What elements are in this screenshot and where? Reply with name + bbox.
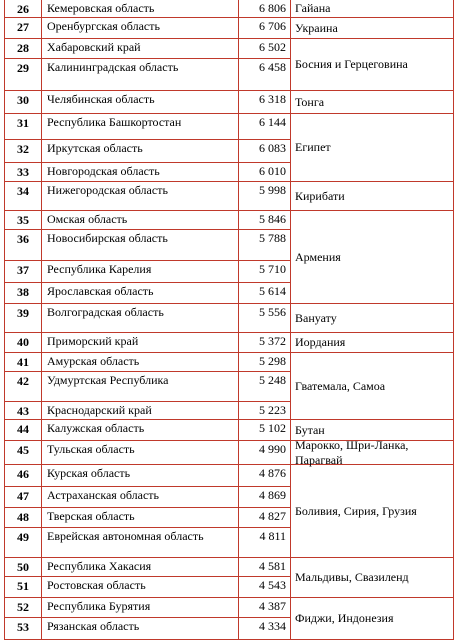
region-name-cell: Кемеровская область (43, 0, 239, 17)
country-group-cell (290, 182, 454, 211)
country-group-cell (290, 598, 454, 640)
value-cell: 5 614 (259, 284, 286, 298)
country-group-cell (290, 304, 454, 333)
rank-cell: 44 (4, 420, 42, 440)
table-row (4, 372, 290, 402)
value-cell: 5 102 (259, 421, 286, 435)
table-row (4, 59, 290, 91)
value-cell: 5 298 (259, 354, 286, 368)
country-comparison-table (4, 0, 454, 640)
country-group-cell (290, 211, 454, 304)
table-row (4, 114, 290, 140)
region-name-cell: Новосибирская область (43, 230, 239, 260)
region-name-cell: Калининградская область (43, 59, 239, 90)
country-group-label: Иордания (295, 335, 346, 349)
table-row (4, 420, 290, 441)
table-row (4, 441, 290, 465)
country-group-label: Фиджи, Индонезия (295, 611, 394, 625)
table-row (4, 402, 290, 420)
country-group-label: Гайана (295, 1, 331, 15)
country-group-cell (290, 0, 454, 18)
value-cell: 6 083 (259, 141, 286, 155)
region-name-cell: Оренбургская область (43, 18, 239, 38)
table-row (4, 618, 290, 640)
rank-cell: 28 (4, 39, 42, 58)
rank-cell: 30 (4, 91, 42, 113)
table-row (4, 508, 290, 528)
value-cell: 4 869 (259, 488, 286, 502)
table-row (4, 577, 290, 598)
table-row (4, 18, 290, 39)
value-cell: 6 706 (259, 19, 286, 33)
rank-cell: 45 (4, 441, 42, 464)
rank-cell: 32 (4, 140, 42, 162)
country-group-label: Босния и Герцеговина (295, 57, 408, 71)
value-cell: 6 318 (259, 92, 286, 106)
value-cell: 6 144 (259, 115, 286, 129)
rank-cell: 35 (4, 211, 42, 229)
rank-cell: 50 (4, 558, 42, 576)
table-row (4, 283, 290, 304)
country-group-label: Мальдивы, Свазиленд (295, 570, 409, 584)
region-name-cell: Хабаровский край (43, 39, 239, 58)
region-name-cell: Приморский край (43, 333, 239, 352)
value-cell: 5 556 (259, 305, 286, 319)
value-cell: 4 387 (259, 599, 286, 613)
value-cell: 4 990 (259, 442, 286, 456)
country-group-label: Боливия, Сирия, Грузия (295, 503, 417, 518)
table-row (4, 353, 290, 372)
country-group-cell (290, 18, 454, 39)
country-group-label: Египет (295, 140, 331, 154)
value-cell: 6 458 (259, 60, 286, 74)
region-name-cell: Омская область (43, 211, 239, 229)
country-group-cell (290, 333, 454, 353)
region-name-cell: Рязанская область (43, 618, 239, 639)
table-row (4, 230, 290, 261)
rank-cell: 31 (4, 114, 42, 139)
region-name-cell: Нижегородская область (43, 182, 239, 210)
rank-cell: 41 (4, 353, 42, 371)
region-name-cell: Челябинская область (43, 91, 239, 113)
country-group-cell (290, 558, 454, 598)
rank-cell: 53 (4, 618, 42, 639)
value-cell: 4 876 (259, 466, 286, 480)
rank-cell: 26 (4, 0, 42, 17)
rank-cell: 51 (4, 577, 42, 597)
rank-cell: 33 (4, 163, 42, 181)
table-row (4, 211, 290, 230)
table-row (4, 487, 290, 508)
country-group-label: Гватемала, Самоа (295, 378, 386, 393)
rank-cell: 46 (4, 465, 42, 486)
region-name-cell: Астраханская область (43, 487, 239, 507)
country-group-cell (290, 353, 454, 420)
table-row (4, 0, 290, 18)
rank-cell: 52 (4, 598, 42, 617)
country-group-cell (290, 91, 454, 114)
country-group-label: Вануату (295, 310, 337, 325)
country-group-cell (290, 437, 454, 467)
value-cell: 5 223 (259, 403, 286, 417)
region-name-cell: Республика Карелия (43, 261, 239, 282)
country-group-cell (290, 465, 454, 558)
region-name-cell: Иркутская область (43, 140, 239, 162)
table-row (4, 333, 290, 353)
value-cell: 4 827 (259, 509, 286, 523)
region-name-cell: Республика Башкортостан (43, 114, 239, 139)
region-name-cell: Курская область (43, 465, 239, 486)
table-row (4, 39, 290, 59)
region-name-cell: Ростовская область (43, 577, 239, 597)
table-row (4, 91, 290, 114)
value-cell: 4 334 (259, 619, 286, 633)
rank-cell: 27 (4, 18, 42, 38)
value-cell: 4 581 (259, 559, 286, 573)
region-name-cell: Калужская область (43, 420, 239, 440)
rank-cell: 36 (4, 230, 42, 260)
table-row (4, 465, 290, 487)
value-cell: 5 788 (259, 231, 286, 245)
region-name-cell: Новгородская область (43, 163, 239, 181)
table-row (4, 261, 290, 283)
region-name-cell: Удмуртская Республика (43, 372, 239, 401)
country-group-label: Кирибати (295, 188, 345, 203)
rank-cell: 29 (4, 59, 42, 90)
rank-cell: 34 (4, 182, 42, 210)
region-name-cell: Республика Бурятия (43, 598, 239, 617)
rank-cell: 48 (4, 508, 42, 527)
country-group-label: Тонга (295, 94, 325, 109)
region-name-cell: Тверская область (43, 508, 239, 527)
rank-cell: 37 (4, 261, 42, 282)
country-group-label: Армения (295, 249, 341, 264)
value-cell: 4 811 (259, 529, 286, 543)
country-group-cell (290, 114, 454, 182)
region-name-cell: Республика Хакасия (43, 558, 239, 576)
region-name-cell: Амурская область (43, 353, 239, 371)
table-row (4, 140, 290, 163)
value-cell: 5 248 (259, 373, 286, 387)
value-cell: 5 710 (259, 262, 286, 276)
country-group-cell (290, 39, 454, 91)
country-group-label: Марокко, Шри-Ланка, Парагвай (295, 437, 409, 467)
region-name-cell: Тульская область (43, 441, 239, 464)
region-name-cell: Волгоградская область (43, 304, 239, 332)
rank-cell: 49 (4, 528, 42, 557)
table-row (4, 304, 290, 333)
value-cell: 6 806 (259, 1, 286, 15)
region-name-cell: Еврейская автономная область (43, 528, 239, 557)
country-group-label: Бутан (295, 422, 325, 437)
table-row (4, 182, 290, 211)
value-cell: 5 372 (259, 334, 286, 348)
value-cell: 5 846 (259, 212, 286, 226)
rank-cell: 43 (4, 402, 42, 419)
value-cell: 6 502 (259, 40, 286, 54)
rank-cell: 39 (4, 304, 42, 332)
rank-cell: 38 (4, 283, 42, 303)
rank-cell: 47 (4, 487, 42, 507)
table-row (4, 558, 290, 577)
value-cell: 5 998 (259, 183, 286, 197)
table-row (4, 598, 290, 618)
region-name-cell: Ярославская область (43, 283, 239, 303)
rank-cell: 40 (4, 333, 42, 352)
region-name-cell: Краснодарский край (43, 402, 239, 419)
table-row (4, 163, 290, 182)
table-row (4, 528, 290, 558)
country-group-label: Украина (295, 20, 338, 35)
rank-cell: 42 (4, 372, 42, 401)
value-cell: 6 010 (259, 164, 286, 178)
value-cell: 4 543 (259, 578, 286, 592)
